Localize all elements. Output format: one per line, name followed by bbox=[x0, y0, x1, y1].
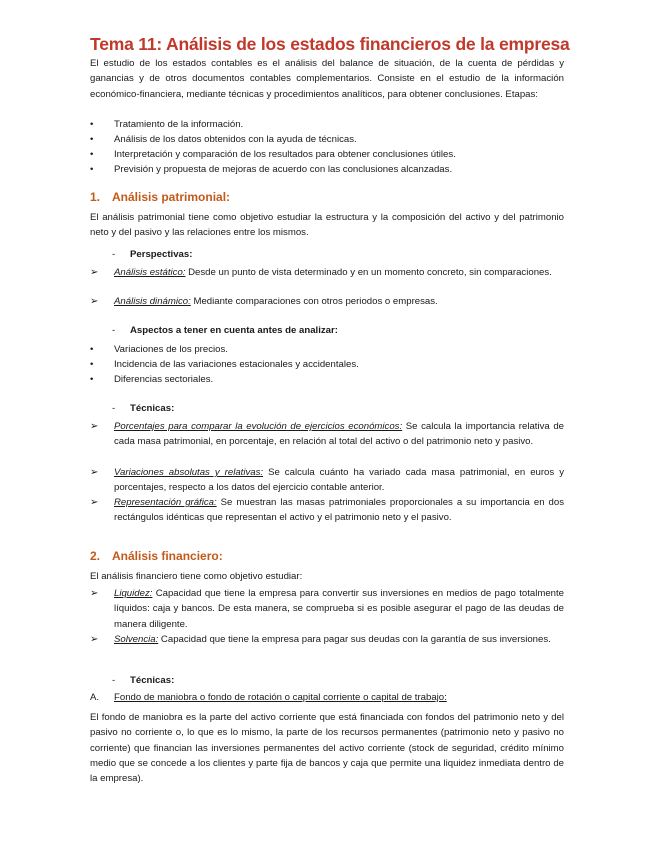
arrow-icon: ➢ bbox=[90, 267, 99, 278]
list-item: ➢ Representación gráfica: Se muestran las masas patrimoniales proporcionales a su importancia en dos rectángulos idénticas que representan el activo y el patrimonio neto y el pasivo. bbox=[90, 497, 564, 524]
section-heading: 2. Análisis financiero: bbox=[90, 549, 223, 563]
arrow-icon: ➢ bbox=[90, 588, 99, 599]
bullet-icon: • bbox=[90, 374, 94, 385]
arrow-icon: ➢ bbox=[90, 421, 99, 432]
arrow-icon: ➢ bbox=[90, 296, 99, 307]
bullet-icon: • bbox=[90, 149, 94, 160]
arrow-icon: ➢ bbox=[90, 497, 99, 508]
list-item: ➢ Liquidez: Capacidad que tiene la empresa para convertir sus inversiones en medios de pago totalmente líquidos: caja y bancos. De esta manera, se comprueba si es posible asegurar el pago de las deudas de manera diligente. bbox=[90, 588, 564, 630]
subsection-paragraph: El fondo de maniobra es la parte del activo corriente que está financiada con fondos del patrimonio neto y del pasivo no corriente o, lo que es lo mismo, la parte de los recursos permanentes (patrimonio neto y pasivo no corriente) que financian las inversiones permanentes del activo corriente (stock de seguridad, crédito mínimo medio que se concede a los clientes y parte fija de bancos y caja que permite una liquidez inmediata dentro de la empresa). bbox=[90, 712, 564, 785]
bullet-icon: • bbox=[90, 134, 94, 145]
dash-icon: - bbox=[112, 675, 116, 686]
list-item: ➢ Análisis dinámico: Mediante comparaciones con otros periodos o empresas. bbox=[90, 294, 564, 309]
list-item: • Variaciones de los precios. bbox=[90, 342, 564, 357]
list-item: • Tratamiento de la información. bbox=[90, 117, 564, 132]
section-paragraph: El análisis financiero tiene como objetivo estudiar: bbox=[90, 571, 303, 582]
arrow-icon: ➢ bbox=[90, 634, 99, 645]
bullet-icon: • bbox=[90, 344, 94, 355]
arrow-icon: ➢ bbox=[90, 467, 99, 478]
list-item: • Análisis de los datos obtenidos con la ayuda de técnicas. bbox=[90, 132, 564, 147]
subheading: - Aspectos a tener en cuenta antes de analizar: bbox=[112, 325, 338, 336]
dash-icon: - bbox=[112, 403, 116, 414]
intro-paragraph: El estudio de los estados contables es el análisis del balance de situación, de la cuenta de pérdidas y ganancias y de otros documentos contables complementarios. Consiste en el estudio de la información económico-financiera, mediante técnicas y procedimientos analíticos, para obtener conclusiones. Etapas: bbox=[90, 58, 564, 100]
list-item: ➢ Porcentajes para comparar la evolución de ejercicios económicos: Se calcula la importancia relativa de cada masa patrimonial, en porcentaje, en relación al total del activo o del patrimonio neto y pasivo. bbox=[90, 421, 564, 448]
list-item: ➢ Análisis estático: Desde un punto de vista determinado y en un momento concreto, sin comparaciones. bbox=[90, 265, 564, 280]
bullet-icon: • bbox=[90, 164, 94, 175]
list-item: • Previsión y propuesta de mejoras de acuerdo con las conclusiones alcanzadas. bbox=[90, 162, 564, 177]
section-paragraph: El análisis patrimonial tiene como objetivo estudiar la estructura y la composición del activo y del patrimonio neto y del pasivo y las relaciones entre los mismos. bbox=[90, 212, 564, 239]
document-title: Tema 11: Análisis de los estados financieros de la empresa bbox=[90, 34, 570, 54]
subsection-heading: A. Fondo de maniobra o fondo de rotación o capital corriente o capital de trabajo: bbox=[90, 692, 447, 703]
list-item: • Interpretación y comparación de los resultados para obtener conclusiones útiles. bbox=[90, 147, 564, 162]
dash-icon: - bbox=[112, 325, 116, 336]
bullet-icon: • bbox=[90, 119, 94, 130]
subheading: - Perspectivas: bbox=[112, 249, 193, 260]
dash-icon: - bbox=[112, 249, 116, 260]
list-item: ➢ Solvencia: Capacidad que tiene la empresa para pagar sus deudas con la garantía de sus inversiones. bbox=[90, 632, 564, 647]
list-item: • Diferencias sectoriales. bbox=[90, 372, 564, 387]
bullet-icon: • bbox=[90, 359, 94, 370]
section-heading: 1. Análisis patrimonial: bbox=[90, 190, 231, 204]
list-item: ➢ Variaciones absolutas y relativas: Se calcula cuánto ha variado cada masa patrimonial, en euros y porcentajes, respecto a los datos del ejercicio contable anterior. bbox=[90, 467, 564, 494]
subheading: - Técnicas: bbox=[112, 403, 175, 414]
subheading: - Técnicas: bbox=[112, 675, 175, 686]
list-item: • Incidencia de las variaciones estacionales y accidentales. bbox=[90, 357, 564, 372]
